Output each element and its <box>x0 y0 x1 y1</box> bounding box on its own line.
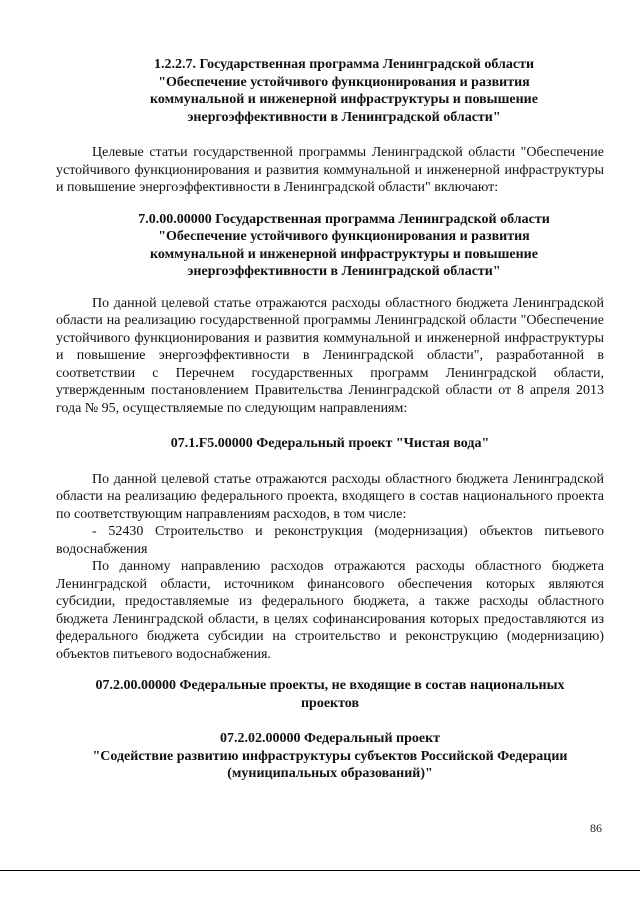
project-02-heading-line: 07.2.02.00000 Федеральный проект <box>219 731 441 746</box>
federal-projects-heading-line: 07.2.00.00000 Федеральные проекты, не входящие в состав национальных <box>95 678 565 693</box>
page-bottom-divider <box>0 870 640 871</box>
document-page <box>56 56 604 783</box>
section-heading-line: коммунальной и инженерной инфраструктуры и повышение <box>150 92 538 107</box>
section-heading-line: "Обеспечение устойчивого функционирования и развития <box>158 74 530 90</box>
program-paragraph: По данной целевой статье отражаются расходы областного бюджета Ленинградской области на реализацию государственной программы Ленинградской области "Обеспечение устойчивого функционирования и развития коммунальной и инженерной инфраструктуры и повышение энергоэффективности в Ленинградской области", разработанной в соответствии с Перечнем государственных программ Ленинградской области, утвержденным постановлением Правительства Ленинградской области от 8 апреля 2013 года № 95, осуществляемые по следующим направлениям: <box>56 295 604 416</box>
project-f5-paragraph: По данной целевой статье отражаются расходы областного бюджета Ленинградской области на реализацию федерального проекта, входящего в состав национального проекта по соответствующим направлениям расходов, в том числе: <box>56 471 604 522</box>
project-02-heading-line: "Содействие развитию инфраструктуры субъектов Российской Федерации <box>92 748 568 764</box>
section-heading <box>84 56 604 126</box>
federal-projects-heading-line: проектов <box>300 695 360 711</box>
program-heading-line: "Обеспечение устойчивого функционирования и развития <box>158 229 530 244</box>
project-f5-item: - 52430 Строительство и реконструкция (модернизация) объектов питьевого водоснабжения <box>56 524 604 557</box>
program-heading-line: 7.0.00.00000 Государственная программа Ленинградской области <box>138 211 550 227</box>
project-f5-item-paragraph: По данному направлению расходов отражаются расходы областного бюджета Ленинградской области, источником финансового обеспечения которых являются субсидии, предоставляемые из федерального бюджета, а также расходы областного бюджета Ленинградской области, в целях софинансирования которых предоставляются из федерального бюджета субсидии на строительство и реконструкцию (модернизацию) объектов питьевого водоснабжения. <box>56 559 604 662</box>
project-02-heading-line: (муниципальных образований)" <box>227 766 433 781</box>
section-heading-line: энергоэффективности в Ленинградской области" <box>187 109 501 125</box>
project-f5-heading: 07.1.F5.00000 Федеральный проект "Чистая вода" <box>170 436 490 451</box>
federal-projects-heading <box>56 677 604 712</box>
program-heading-line: энергоэффективности в Ленинградской области" <box>187 264 501 279</box>
program-heading <box>84 211 604 281</box>
program-heading-line: коммунальной и инженерной инфраструктуры и повышение <box>150 246 538 262</box>
section-heading-line: 1.2.2.7. Государственная программа Ленинградской области <box>153 57 535 72</box>
project-02-heading <box>56 730 604 783</box>
section-intro-paragraph: Целевые статьи государственной программы Ленинградской области "Обеспечение устойчивого функционирования и развития коммунальной и инженерной инфраструктуры и повышение энергоэффективности в Ленинградской области" включают: <box>56 145 604 195</box>
page-number: 86 <box>590 821 602 835</box>
